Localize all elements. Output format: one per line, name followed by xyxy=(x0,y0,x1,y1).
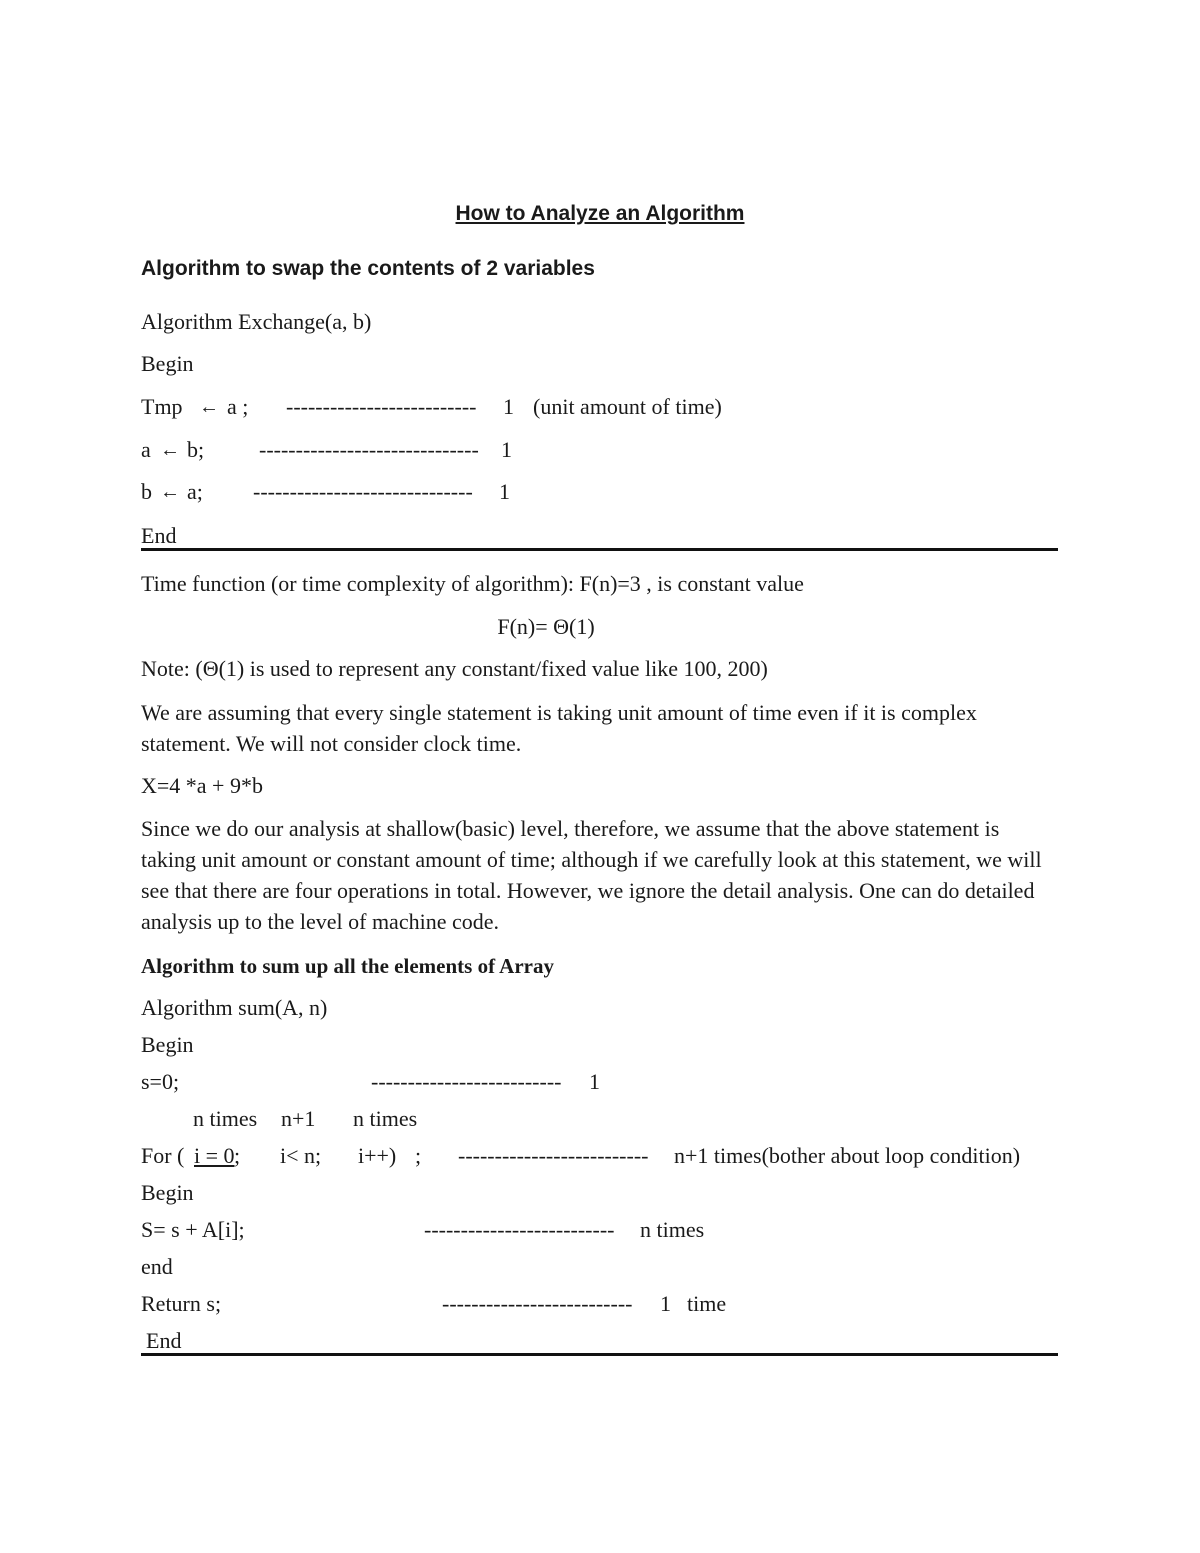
end-lower-keyword: end xyxy=(141,1254,173,1279)
loop-cond: i< n; xyxy=(280,1143,322,1168)
dash-leader: -------------------------- xyxy=(371,1069,562,1094)
annotation-init: n times xyxy=(193,1106,258,1131)
step-note: (unit amount of time) xyxy=(533,394,722,419)
code-line-b xyxy=(141,479,841,505)
annotation-incr: n times xyxy=(353,1106,418,1131)
code-line-for xyxy=(141,1143,1051,1169)
section-heading-swap: Algorithm to swap the contents of 2 variables xyxy=(141,257,595,280)
code-lhs: S= s + A[i]; xyxy=(141,1217,245,1242)
for-prefix: For ( xyxy=(141,1143,185,1168)
left-arrow-icon: ← xyxy=(160,439,180,461)
begin-keyword: Begin xyxy=(141,351,194,376)
end-keyword: End xyxy=(141,523,177,548)
explanation-paragraph: Since we do our analysis at shallow(basic) level, therefore, we assume that the above statement is taking unit amount or constant amount of time; although if we carefully look at this statement, we will see that there are four operations in total. However, we ignore the detail analysis. One can do detailed analysis up to the level of machine code. xyxy=(141,816,1042,934)
left-arrow-icon: ← xyxy=(160,481,180,503)
step-count: n times xyxy=(640,1217,705,1242)
begin-keyword: Begin xyxy=(141,1180,194,1205)
dash-leader: -------------------------- xyxy=(458,1143,649,1168)
section-divider xyxy=(141,548,1058,551)
step-count: 1 xyxy=(501,437,512,462)
formula: F(n)= Θ(1) xyxy=(497,614,595,639)
code-line-body xyxy=(141,1217,741,1243)
section-heading-sum: Algorithm to sum up all the elements of Array xyxy=(141,954,554,978)
expression-line: X=4 *a + 9*b xyxy=(141,773,263,798)
end-keyword: End xyxy=(146,1328,182,1353)
code-rhs: a; xyxy=(187,479,203,504)
code-lhs: a xyxy=(141,437,151,462)
code-lhs: b xyxy=(141,479,152,504)
time-function-line: Time function (or time complexity of algorithm): F(n)=3 , is constant value xyxy=(141,571,804,596)
code-line-return xyxy=(141,1291,781,1317)
code-lhs: s=0; xyxy=(141,1069,180,1094)
loop-init: i = 0 xyxy=(194,1143,235,1168)
loop-annotations xyxy=(141,1106,541,1132)
note-line: Note: (Θ(1) is used to represent any constant/fixed value like 100, 200) xyxy=(141,656,768,681)
dash-leader: -------------------------- xyxy=(286,394,477,419)
step-count: 1 xyxy=(499,479,510,504)
dash-leader: ------------------------------ xyxy=(259,437,479,462)
loop-semi: ; xyxy=(415,1143,422,1168)
step-unit: time xyxy=(687,1291,727,1316)
step-count: 1 xyxy=(589,1069,600,1094)
begin-keyword: Begin xyxy=(141,1032,194,1057)
algorithm-sum-header: Algorithm sum(A, n) xyxy=(141,995,328,1020)
annotation-cond: n+1 xyxy=(281,1106,316,1131)
step-count: 1 xyxy=(660,1291,671,1316)
loop-sep: ; xyxy=(234,1143,241,1168)
code-lhs: Return s; xyxy=(141,1291,222,1316)
code-line-tmp xyxy=(141,394,841,420)
dash-leader: -------------------------- xyxy=(442,1291,633,1316)
page-title: How to Analyze an Algorithm xyxy=(455,202,745,225)
code-rhs: a ; xyxy=(227,394,249,419)
left-arrow-icon: ← xyxy=(199,396,219,418)
section-divider xyxy=(141,1353,1058,1356)
algorithm-exchange-header: Algorithm Exchange(a, b) xyxy=(141,309,372,334)
loop-incr: i++) xyxy=(358,1143,397,1168)
step-count: 1 xyxy=(503,394,514,419)
code-line-init xyxy=(141,1069,641,1095)
dash-leader: ------------------------------ xyxy=(253,479,473,504)
dash-leader: -------------------------- xyxy=(424,1217,615,1242)
code-lhs: Tmp xyxy=(141,394,183,419)
code-line-a xyxy=(141,437,841,463)
assumption-paragraph: We are assuming that every single statement is taking unit amount of time even if it is complex statement. We will not consider clock time. xyxy=(141,700,977,756)
step-count: n+1 times(bother about loop condition) xyxy=(674,1143,1021,1168)
code-rhs: b; xyxy=(187,437,205,462)
